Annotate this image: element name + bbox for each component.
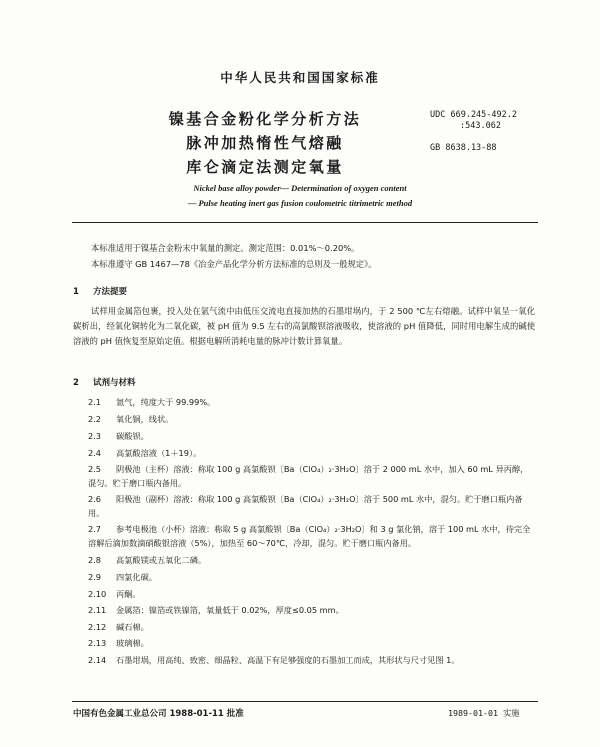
standard-title: 中华人民共和国国家标准 — [220, 70, 380, 85]
approval-statement: 中国有色金属工业总公司 1988-01-11 批准 — [73, 709, 244, 719]
list-item: 2.1 氩气，纯度大于 99.99%。 — [88, 397, 216, 407]
gb-standard-code: GB 8638.13-88 — [430, 143, 497, 153]
list-item: 2.7 参考电极池（小杯）溶液：称取 5 g 高氯酸钡〔Ba（ClO₄）₂·3H₂O〕和 3 g 氯化钠，溶于 100 mL 水中，待完全溶解后滴加数滴硝酸银溶液（5%），加热至 60～70℃，冷却，混匀。贮于磨口瓶内备用。 — [88, 524, 531, 548]
list-item: 2.6 阳极池（副杯）溶液：称取 100 g 高氯酸钡〔Ba（ClO₄）₂·3H₂O〕溶于 500 mL 水中，混匀。贮于磨口瓶内备用。 — [88, 494, 523, 518]
document-title-line-2: 脉冲加热惰性气熔融 — [186, 134, 344, 152]
udc-code: UDC 669.245-492.2 — [430, 110, 517, 120]
section-1-body: 试样用金属箔包裹，投入处在氩气流中由低压交流电直接加热的石墨坩埚内，于 2 500 ℃左右熔融。试样中氧呈一氧化碳析出，经氧化铜转化为二氧化碳，被 pH 值为 9.5 左右的高氯酸钡溶液吸收，使溶液的 pH 值降低，同时用电解生成的碱使溶液的 pH 值恢复至原始定值。根据电解所消耗电量的脉冲计数计算氧量。 — [73, 306, 535, 346]
section-1-heading — [73, 285, 127, 297]
list-item: 2.4 高氯酸溶液（1＋19）。 — [88, 448, 202, 458]
udc-code-continued: :543.062 — [460, 121, 501, 131]
list-item: 2.11 金属箔：镍箔或铁镍箔，氧量低于 0.02%，厚度≤0.05 mm。 — [88, 605, 344, 615]
list-item: 2.5 阴极池（主杯）溶液：称取 100 g 高氯酸钡〔Ba（ClO₄）₂·3H₂O〕溶于 2 000 mL 水中，加入 60 mL 异丙醇，混匀。贮于磨口瓶内备用。 — [88, 464, 529, 488]
list-item: 2.9 四氯化碳。 — [88, 572, 157, 582]
english-title-line-1: Nickel base alloy powder— Determination of oxygen content — [193, 183, 407, 193]
list-item: 2.14 石墨坩埚，用高纯、致密、细晶粒、高温下有足够强度的石墨加工而成，其形状与尺寸见图 1。 — [88, 655, 460, 665]
section-1-title: 方法提要 — [93, 287, 128, 297]
list-item: 2.8 高氯酸镁或五氧化二磷。 — [88, 555, 207, 565]
document-title-line-3: 库仑滴定法测定氧量 — [186, 158, 344, 176]
list-item: 2.3 碳酸钡。 — [88, 431, 149, 441]
intro-paragraph-scope: 本标准适用于镍基合金粉末中氧量的测定。测定范围：0.01%～0.20%。 — [91, 243, 360, 253]
document-title-line-1: 镍基合金粉化学分析方法 — [168, 110, 362, 128]
list-item: 2.13 玻璃棉。 — [88, 638, 149, 648]
section-1-number: 1 — [73, 287, 79, 297]
list-item: 2.10 丙酮。 — [88, 589, 141, 599]
header-divider — [72, 222, 538, 223]
list-item: 2.2 氧化铜，线状。 — [88, 414, 174, 424]
section-2-title: 试剂与材料 — [93, 378, 136, 388]
section-2-number: 2 — [73, 378, 79, 388]
effective-date: 1989-01-01 实施 — [448, 708, 520, 718]
english-title-line-2: — Pulse heating inert gas fusion coulometric titrimetric method — [187, 198, 413, 208]
section-2-heading — [73, 376, 136, 388]
list-item: 2.12 碱石棉。 — [88, 622, 149, 632]
intro-paragraph-compliance: 本标准遵守 GB 1467—78《冶金产品化学分析方法标准的总则及一般规定》。 — [91, 259, 377, 269]
footer-divider — [72, 701, 538, 702]
